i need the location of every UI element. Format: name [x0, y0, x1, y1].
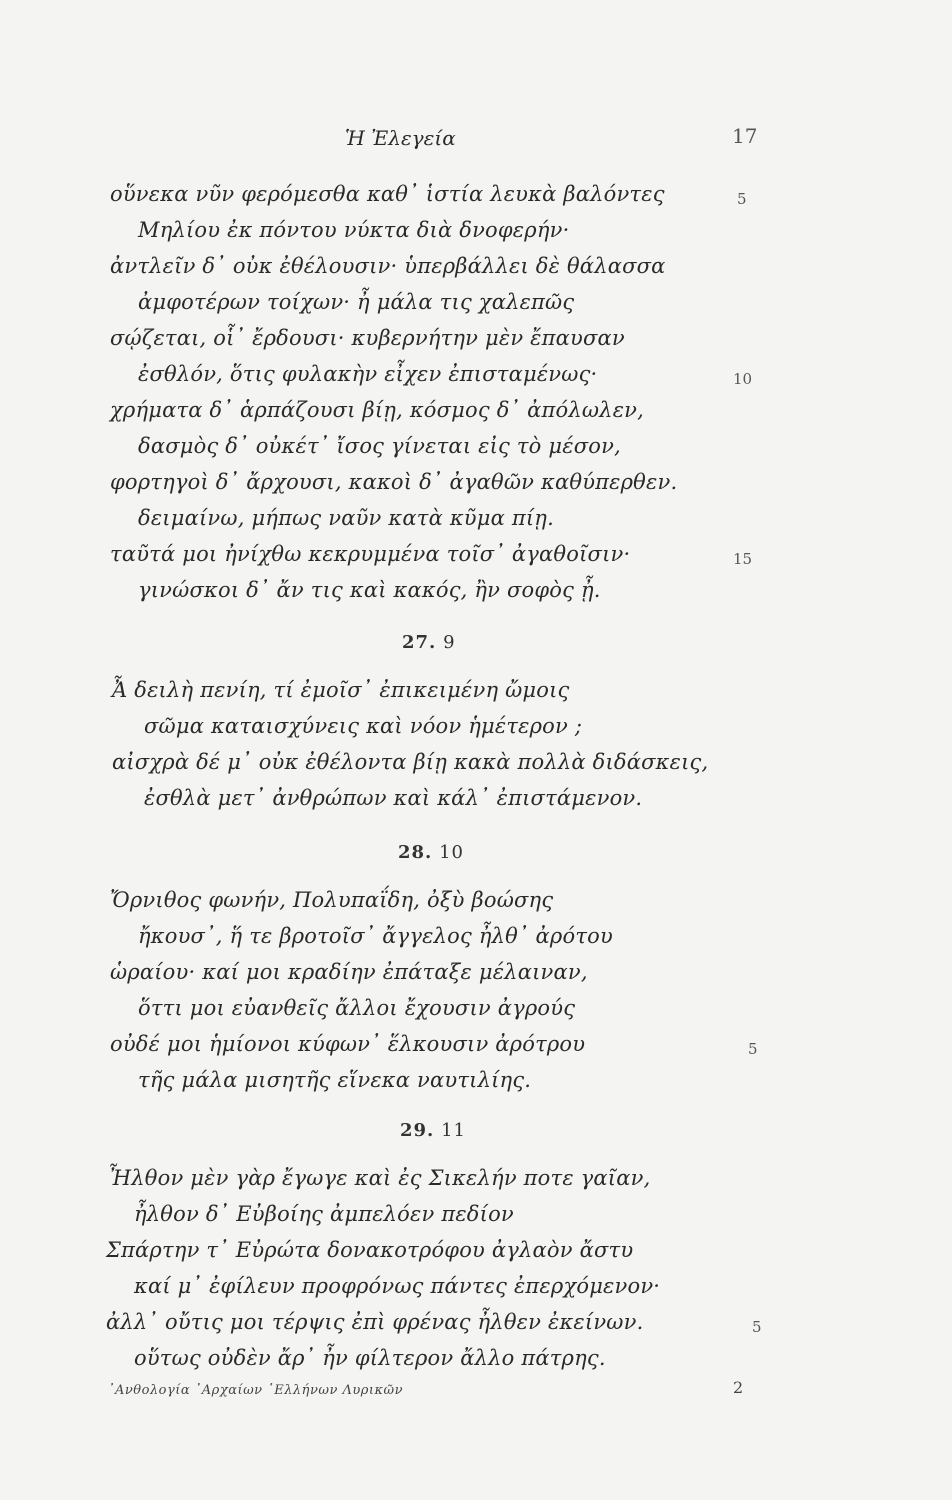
- verse-line: Ὄρνιθος φωνήν, Πολυπαΐδη, ὀξὺ βοώσης: [110, 888, 554, 912]
- verse-line: χρήματα δ᾽ ἁρπάζουσι βίῃ, κόσμος δ᾽ ἀπόλωλεν,: [110, 398, 644, 422]
- verse-line: Σπάρτην τ᾽ Εὐρώτα δονακοτρόφου ἀγλαὸν ἄστυ: [106, 1238, 634, 1262]
- poem-heading: [400, 1120, 466, 1141]
- book-title-footer: ᾽Ανθολογία ᾽Αρχαίων ῾Ελλήνων Λυρικῶν: [108, 1383, 404, 1398]
- verse-line: οὕτως οὐδὲν ἄρ᾽ ἦν φίλτερον ἄλλο πάτρης.: [134, 1346, 606, 1370]
- verse-line: καί μ᾽ ἐφίλευν προφρόνως πάντες ἐπερχόμενον·: [134, 1274, 661, 1298]
- verse-line: ἀντλεῖν δ᾽ οὐκ ἐθέλουσιν· ὑπερβάλλει δὲ θάλασσα: [110, 254, 666, 278]
- verse-line: ὡραίου· καί μοι κραδίην ἐπάταξε μέλαιναν,: [110, 960, 588, 984]
- verse-line: οὕνεκα νῦν φερόμεσθα καθ᾽ ἱστία λευκὰ βαλόντες: [110, 182, 665, 206]
- verse-line: γινώσκοι δ᾽ ἄν τις καὶ κακός, ἢν σοφὸς ᾖ.: [138, 578, 601, 602]
- line-number: 5: [737, 190, 747, 208]
- verse-line: ταῦτά μοι ἠνίχθω κεκρυμμένα τοῖσ᾽ ἀγαθοῖσιν·: [110, 542, 631, 566]
- running-title: Ἡ Ἐλεγεία: [345, 126, 456, 150]
- verse-line: ἤκουσ᾽, ἥ τε βροτοῖσ᾽ ἄγγελος ἦλθ᾽ ἀρότου: [138, 924, 613, 948]
- verse-line: τῆς μάλα μισητῆς εἵνεκα ναυτιλίης.: [138, 1068, 532, 1092]
- signature-mark: 2: [733, 1378, 744, 1397]
- poem-heading: [402, 632, 456, 653]
- poem-number: 28.: [398, 842, 433, 863]
- page-number: 17: [732, 124, 758, 148]
- line-number: 5: [748, 1040, 758, 1058]
- verse-line: Μηλίου ἐκ πόντου νύκτα διὰ δνοφερήν·: [138, 218, 570, 242]
- source-number: 9: [443, 632, 456, 653]
- verse-line: αἰσχρὰ δέ μ᾽ οὐκ ἐθέλοντα βίῃ κακὰ πολλὰ διδάσκεις,: [112, 750, 709, 774]
- verse-line: δασμὸς δ᾽ οὐκέτ᾽ ἴσος γίνεται εἰς τὸ μέσον,: [138, 434, 621, 458]
- verse-line: ὅττι μοι εὐανθεῖς ἄλλοι ἔχουσιν ἀγρούς: [138, 996, 576, 1020]
- verse-line: φορτηγοὶ δ᾽ ἄρχουσι, κακοὶ δ᾽ ἀγαθῶν καθύπερθεν.: [110, 470, 678, 494]
- verse-line: ἐσθλὰ μετ᾽ ἀνθρώπων καὶ κάλ᾽ ἐπιστάμενον.: [144, 786, 643, 810]
- verse-line: δειμαίνω, μήπως ναῦν κατὰ κῦμα πίῃ.: [138, 506, 554, 530]
- source-number: 10: [439, 842, 464, 863]
- verse-line: ἀλλ᾽ οὔτις μοι τέρψις ἐπὶ φρένας ἦλθεν ἐκείνων.: [106, 1310, 644, 1334]
- verse-line: ἦλθον δ᾽ Εὐβοίης ἀμπελόεν πεδίον: [134, 1202, 514, 1226]
- poem-number: 27.: [402, 632, 437, 653]
- verse-line: οὐδέ μοι ἡμίονοι κύφων᾽ ἕλκουσιν ἀρότρου: [110, 1032, 586, 1056]
- poem-number: 29.: [400, 1120, 435, 1141]
- running-head: [0, 126, 952, 156]
- line-number: 15: [733, 550, 753, 568]
- verse-line: Ἦλθον μὲν γὰρ ἔγωγε καὶ ἐς Σικελήν ποτε γαῖαν,: [108, 1166, 651, 1190]
- verse-line: Ἆ δειλὴ πενίη, τί ἐμοῖσ᾽ ἐπικειμένη ὤμοις: [112, 678, 570, 702]
- poem-heading: [398, 842, 464, 863]
- line-number: 5: [752, 1318, 762, 1336]
- source-number: 11: [441, 1120, 466, 1141]
- line-number: 10: [733, 370, 753, 388]
- verse-line: ἀμφοτέρων τοίχων· ἦ μάλα τις χαλεπῶς: [138, 290, 575, 314]
- verse-line: ἐσθλόν, ὅτις φυλακὴν εἶχεν ἐπισταμένως·: [138, 362, 598, 386]
- verse-line: σῴζεται, οἷ᾽ ἔρδουσι· κυβερνήτην μὲν ἔπαυσαν: [110, 326, 625, 350]
- verse-line: σῶμα καταισχύνεις καὶ νόον ἡμέτερον ;: [144, 714, 583, 738]
